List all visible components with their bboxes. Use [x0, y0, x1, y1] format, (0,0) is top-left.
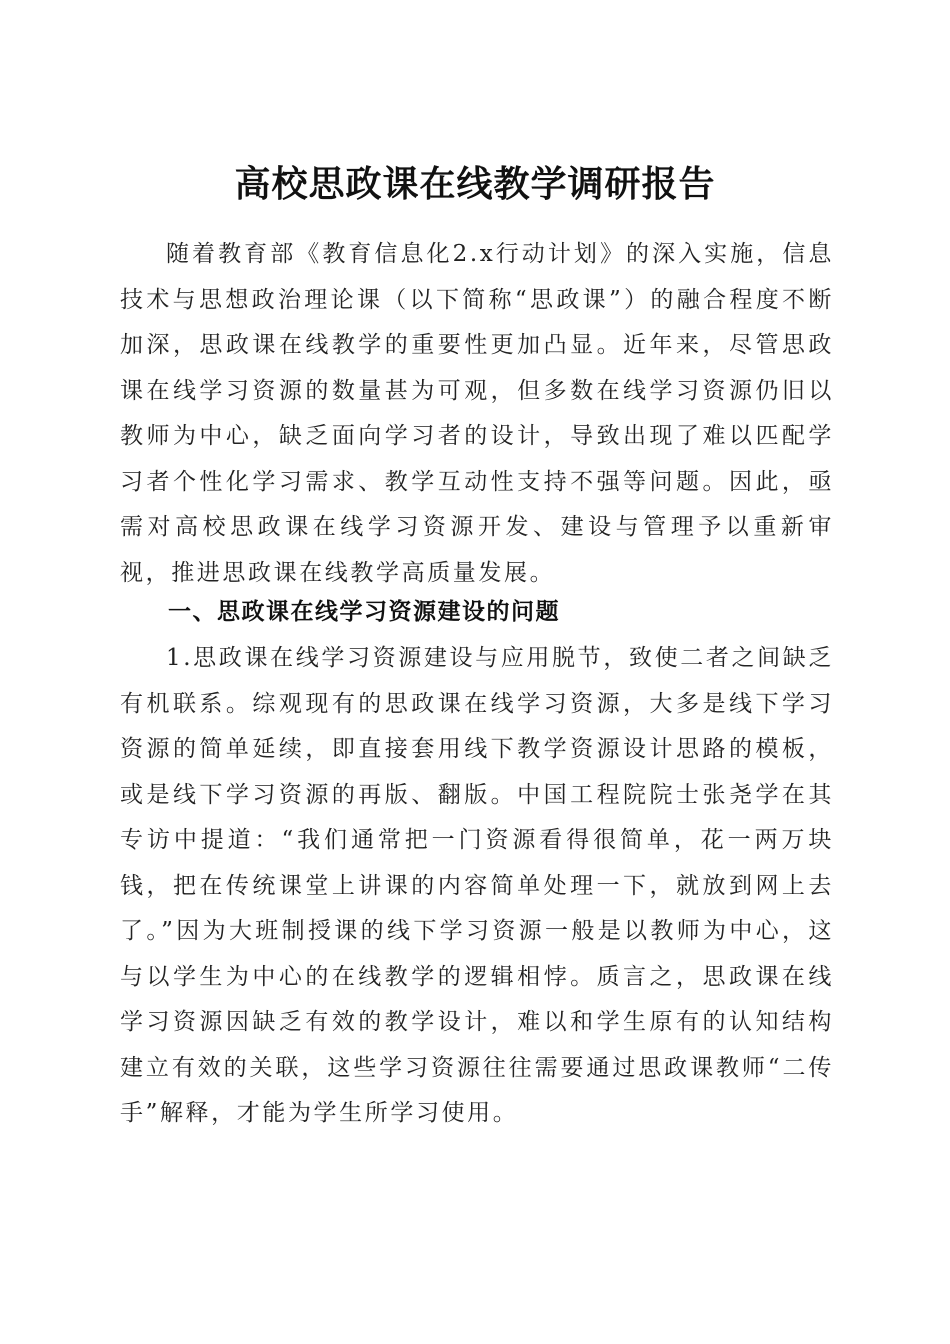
intro-paragraph: 随着教育部《教育信息化2.x行动计划》的深入实施，信息技术与思想政治理论课（以下简称“思政课”）的融合程度不断加深，思政课在线教学的重要性更加凸显。近年来，尽管思政课在线学习资源的数量甚为可观，但多数在线学习资源仍旧以教师为中心，缺乏面向学习者的设计，导致出现了难以匹配学习者个性化学习需求、教学互动性支持不强等问题。因此，亟需对高校思政课在线学习资源开发、建设与管理予以重新审视，推进思政课在线教学高质量发展。	[120, 241, 834, 586]
document-title: 高校思政课在线教学调研报告	[234, 163, 716, 206]
section-heading: 一、思政课在线学习资源建设的问题	[168, 599, 560, 625]
body-paragraph: 1.思政课在线学习资源建设与应用脱节，致使二者之间缺乏有机联系。综观现有的思政课在线学习资源，大多是线下学习资源的简单延续，即直接套用线下教学资源设计思路的模板，或是线下学习资源的再版、翻版。中国工程院院士张尧学在其专访中提道：“我们通常把一门资源看得很简单，花一两万块钱，把在传统课堂上讲课的内容简单处理一下，就放到网上去了。”因为大班制授课的线下学习资源一般是以教师为中心，这与以学生为中心的在线教学的逻辑相悖。质言之，思政课在线学习资源因缺乏有效的教学设计，难以和学生原有的认知结构建立有效的关联，这些学习资源往往需要通过思政课教师“二传手”解释，才能为学生所学习使用。	[120, 645, 834, 1126]
